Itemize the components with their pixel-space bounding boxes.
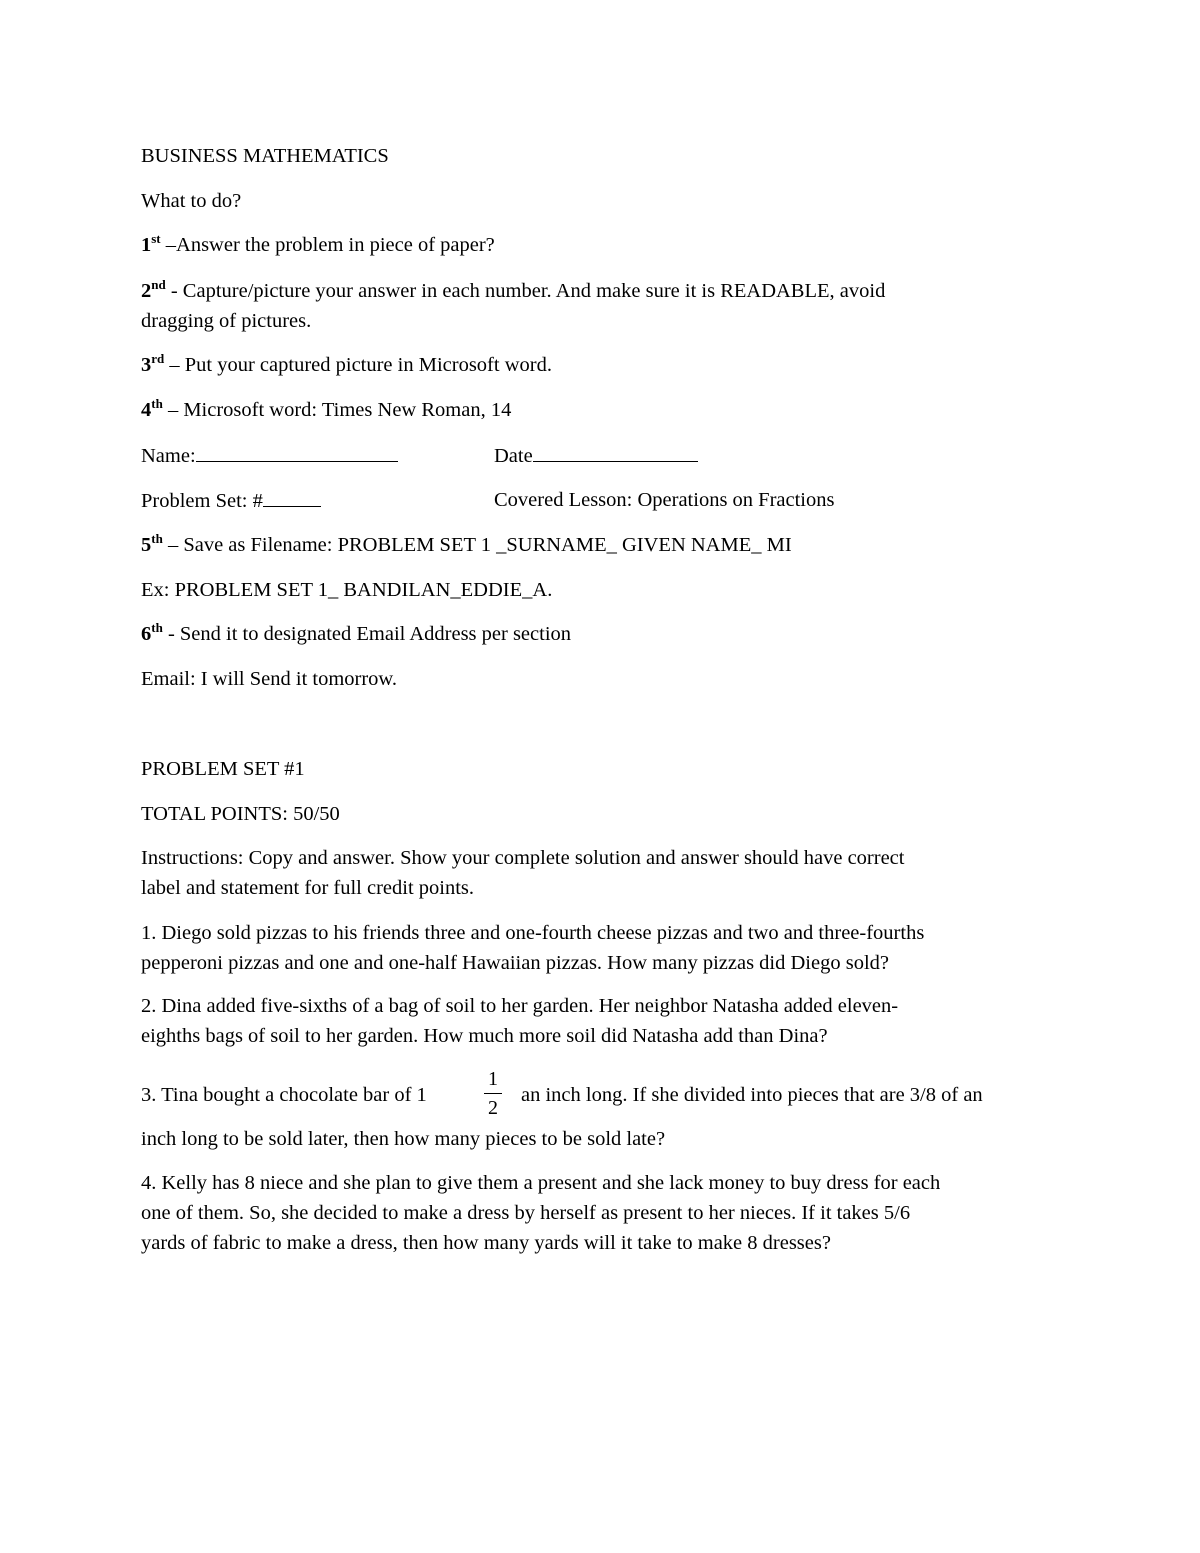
- step-4: [141, 398, 511, 424]
- step-3-ordinal: rd: [151, 351, 165, 366]
- date-blank-line: [533, 443, 698, 462]
- step-2-text: - Capture/picture your answer in each number. And make sure it is READABLE, avoid: [165, 280, 886, 302]
- problem-set-label: Problem Set: #: [141, 490, 263, 512]
- question-2-line-2: eighths bags of soil to her garden. How much more soil did Natasha add than Dina?: [141, 1025, 828, 1047]
- step-2-ordinal: nd: [151, 277, 166, 292]
- date-field-row: [494, 443, 698, 468]
- question-1-line-1: 1. Diego sold pizzas to his friends three and one-fourth cheese pizzas and two and three-fourths: [141, 922, 925, 944]
- step-1-text: –Answer the problem in piece of paper?: [160, 234, 495, 256]
- step-4-ordinal: th: [151, 396, 163, 411]
- step-5-ordinal: th: [151, 531, 163, 546]
- question-3-line-2: inch long to be sold later, then how many pieces to be sold late?: [141, 1128, 666, 1150]
- name-label: Name:: [141, 445, 196, 467]
- step-4-number: 4: [141, 399, 152, 421]
- date-label: Date: [494, 445, 533, 467]
- fraction-denominator: 2: [488, 1097, 498, 1119]
- step-5: [141, 533, 792, 559]
- question-4-line-2: one of them. So, she decided to make a dress by herself as present to her nieces. If it takes 5/6: [141, 1202, 911, 1224]
- step-6-ordinal: th: [151, 620, 163, 635]
- name-blank-line: [196, 443, 398, 462]
- instructions-line-2: label and statement for full credit points.: [141, 877, 475, 899]
- step-6-number: 6: [141, 623, 152, 645]
- question-1-line-2: pepperoni pizzas and one and one-half Hawaiian pizzas. How many pizzas did Diego sold?: [141, 952, 889, 974]
- step-3: [141, 353, 552, 379]
- step-1-ordinal: st: [151, 231, 161, 246]
- question-3-pre: 3. Tina bought a chocolate bar of 1: [141, 1084, 427, 1106]
- step-5-text: – Save as Filename: PROBLEM SET 1 _SURNAME_ GIVEN NAME_ MI: [162, 534, 792, 556]
- document-title: BUSINESS MATHEMATICS: [141, 145, 389, 167]
- step-4-text: – Microsoft word: Times New Roman, 14: [162, 399, 512, 421]
- question-4-line-1: 4. Kelly has 8 niece and she plan to give them a present and she lack money to buy dress for each: [141, 1172, 941, 1194]
- question-3-post: an inch long. If she divided into pieces that are 3/8 of an: [521, 1084, 983, 1106]
- step-6-text: - Send it to designated Email Address per section: [162, 623, 572, 645]
- what-to-do-heading: What to do?: [141, 190, 242, 212]
- question-2-line-1: 2. Dina added five-sixths of a bag of soil to her garden. Her neighbor Natasha added eleven-: [141, 995, 899, 1017]
- problem-set-blank-line: [263, 488, 321, 507]
- step-6: [141, 622, 571, 648]
- fraction-bar: [484, 1093, 502, 1094]
- step-3-text: – Put your captured picture in Microsoft word.: [164, 354, 552, 376]
- problem-set-heading: PROBLEM SET #1: [141, 758, 305, 780]
- instructions-line-1: Instructions: Copy and answer. Show your complete solution and answer should have correct: [141, 847, 905, 869]
- fraction-numerator: 1: [488, 1068, 498, 1090]
- name-field-row: [141, 443, 398, 468]
- covered-lesson: Covered Lesson: Operations on Fractions: [494, 489, 835, 511]
- step-2-number: 2: [141, 280, 152, 302]
- email-line: Email: I will Send it tomorrow.: [141, 668, 398, 690]
- step-5-number: 5: [141, 534, 152, 556]
- step-2-continuation: dragging of pictures.: [141, 310, 312, 332]
- problem-set-field-row: [141, 488, 321, 513]
- filename-example: Ex: PROBLEM SET 1_ BANDILAN_EDDIE_A.: [141, 579, 553, 601]
- step-1: [141, 233, 495, 259]
- total-points: TOTAL POINTS: 50/50: [141, 803, 340, 825]
- step-2: [141, 279, 885, 305]
- question-4-line-3: yards of fabric to make a dress, then how many yards will it take to make 8 dresses?: [141, 1232, 831, 1254]
- step-1-number: 1: [141, 234, 152, 256]
- step-3-number: 3: [141, 354, 152, 376]
